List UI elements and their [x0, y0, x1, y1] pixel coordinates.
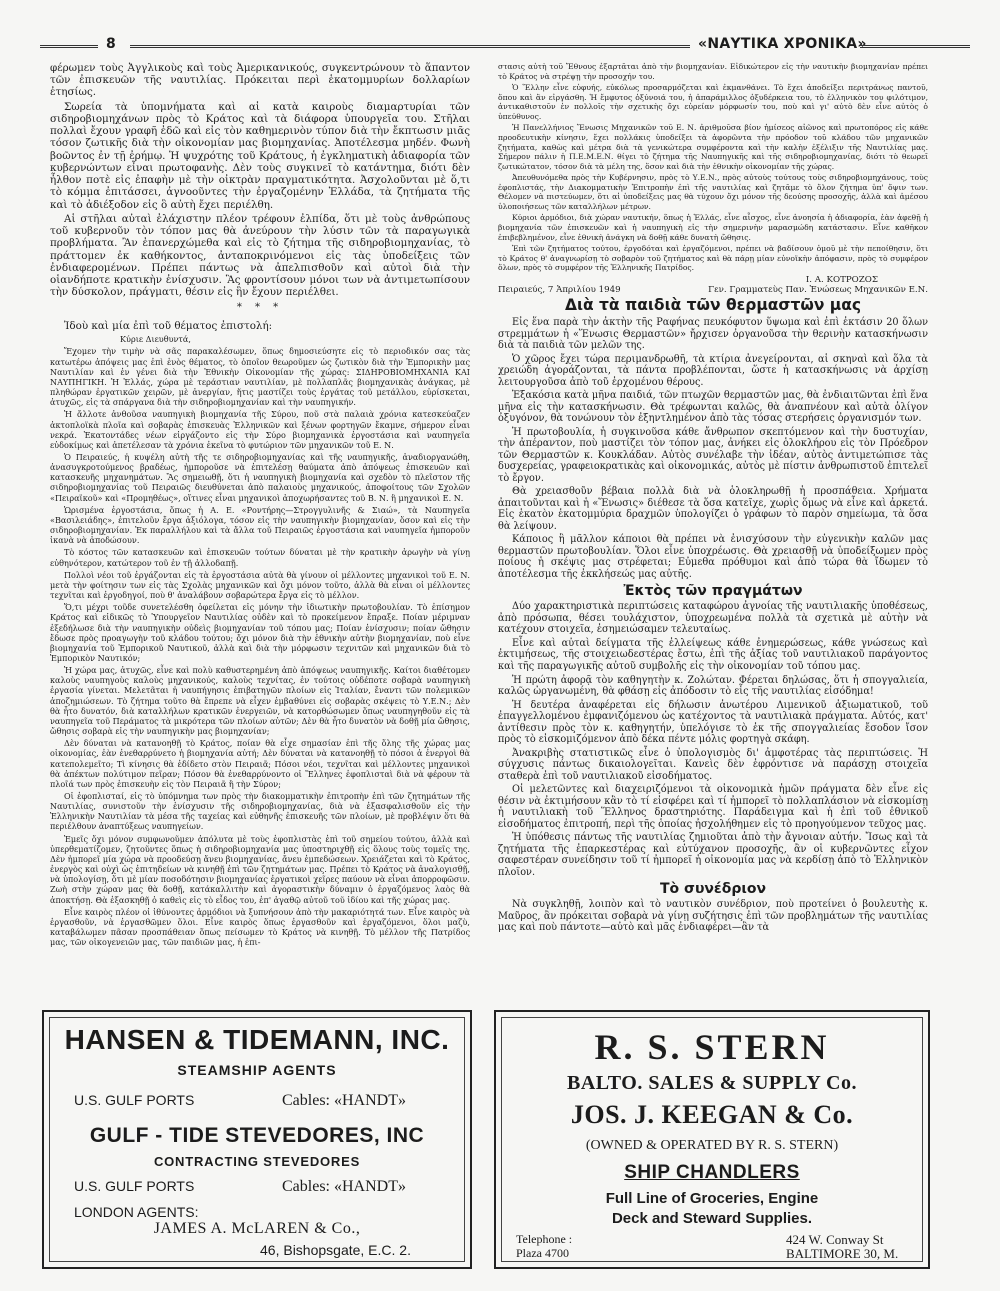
section-separator: * * * — [236, 302, 284, 314]
paragraph: Ἡ ὑπόθεσις πάντως τῆς ναυτιλίας ζημιοῦται ἀπὸ τὴν ἄγνοιαν αὐτήν. Ἴσως καὶ τὰ ζητήματα τῆς ἐπαρκεστέρας καὶ εὐτύχανον προσοχῆς, ἂν οἱ κυβερνῶντες εἶχον σαφεστέραν συνείδησιν τοῦ τί ἠμπορεῖ ἡ οἰκονομία μας νὰ κερδίσῃ ἀπὸ τὸ Ἑλληνικὸν πλοῖον. — [498, 832, 928, 878]
article-title: Τὸ συνέδριον — [660, 881, 766, 898]
right-column — [498, 62, 928, 936]
header-rule-right — [860, 45, 970, 48]
paragraph: Ἡ πρώτη ἀφορᾷ τὸν καθηγητὴν κ. Ζολώταν. Φέρεται δηλώσας, ὅτι ἡ σπογγαλιεία, καλῶς ὠργανωμένη, θὰ φθάσῃ εἰς ἀπόδοσιν τὸ εἷς τῆς ναυτιλίας εἰσόδημα! — [498, 674, 928, 698]
ad-company-name: JOS. J. KEEGAN & Co. — [570, 1100, 854, 1129]
ad-tagline: STEAMSHIP AGENTS — [177, 1062, 337, 1078]
letter-intro: Ἰδοὺ καὶ μία ἐπὶ τοῦ θέματος ἐπιστολή: — [64, 320, 273, 333]
ad-company-name: HANSEN & TIDEMANN, INC. — [64, 1024, 450, 1055]
paragraph: Ἀνακριβὴς στατιστικῶς εἶνε ὁ ὑπολογισμὸς δι' ἀμφοτέρας τὰς περιπτώσεις. Ἡ σύγχυσις πάντως δικαιολογεῖται. Κανεὶς δὲν ἐφρόντισε νὰ παράσχῃ στοιχεῖα σταθερὰ ἐπὶ τοῦ ναυτιλιακοῦ εἰσοδήματος. — [498, 747, 928, 782]
letter-paragraph: Ὡρισμένα ἐργοστάσια, ὅπως ἡ Α. Ε. «Ροντήρης—Στρογγυλινῆς & Σιαώ», τὰ Ναυπηγεῖα «Βασιλειάδης», ἐπιτελοῦν ἔργα ἀξιόλογα, τόσον εἰς τὴν ναυπηγικὴν βιομηχανίαν, ὅσον καὶ εἰς τὴν σιδηροβιομηχανίαν. Ἐκ παραλλήλου καὶ τὰ ἄλλα τοῦ Πειραιῶς ἐργοστάσια καὶ ναυπηγεῖα ἠμποροῦν ἱκανὰ νὰ ἀποδώσουν. — [50, 504, 470, 546]
paragraph: Ἑξακόσια κατὰ μῆνα παιδιά, τῶν πτωχῶν θερμαστῶν μας, θὰ ἐνδιαιτῶνται ἐπὶ ἕνα μῆνα εἰς τὴν κατασκήνωσιν. Θὰ τρέφωνται καλῶς, θὰ ἀναπνέουν καὶ αὐτὰ ὀλίγον ὀξυγόνον, θὰ τονώνουν τὸν ἐξηντλημένον ἀπὸ τὰς τόσας στερήσεις ὀργανισμόν των. — [498, 390, 928, 425]
letter-paragraph: Τὸ κόστος τῶν κατασκευῶν καὶ ἐπισκευῶν τούτων δύναται μὲ τὴν κρατικὴν ἀρωγὴν νὰ γίνῃ εὐθηνότερον, κατώτερον τοῦ ἐν τῇ ἀλλοδαπῇ. — [50, 547, 470, 568]
article-title: Διὰ τὰ παιδιὰ τῶν θερμαστῶν μας — [564, 296, 862, 315]
paragraph: Ἡ δευτέρα ἀναφέρεται εἰς δήλωσιν ἀνωτέρου Λιμενικοῦ ἀξιωματικοῦ, τοῦ ἐπαγγελλομένου ἐμφανιζόμενου ὡς κατέχοντος τὰ ναυτιλιακὰ πράγματα. Αὐτός, κατ' ἀντίθεσιν πρὸς τὸν κ. καθηγητήν, ὑπελόγισε τὸ ἐκ τῆς σπογγαλιείας ἔσοδον ἴσον πρὸς τὸ εἰσκομιζόμενον ἀπὸ δέκα πέντε μόλις φορτηγὰ σκάφη. — [498, 699, 928, 746]
signature-place-date: Πειραιεύς, 7 Ἀπριλίου 1949 — [498, 285, 621, 296]
letter-paragraph: Ὅ,τι μέχρι τοῦδε συνετελέσθη ὀφείλεται εἰς μόνην τὴν ἰδιωτικὴν πρωτοβουλίαν. Τὸ ἐπίσημον Κράτος καὶ εἰδικῶς τὸ Ὑπουργεῖον Ναυτιλίας οὐδὲν καὶ τὸ προκείμενον ἔπραξε. Ποίαν μέριμναν ἐξεδήλωσε διὰ τὴν ναυπηγικὴν οὐδεὶς βιομηχανίαν τοῦ τόπου μας; Ποίαν ἐνίσχυσιν; ποίαν ὤθησιν ἔδωσε πρὸς προαγωγὴν τοῦ κλάδου τούτου; ὄχι μόνον διὰ τὴν ἐθνικὴν αὐτὴν βιομηχανίαν, ποὺ εἶνε βιομηχανία τοῦ Ἐμπορικοῦ Ναυτικοῦ, ἀλλὰ καὶ διὰ τὴν μόρφωσιν τεχνιτῶν καὶ μηχανικῶν διὰ τὸ Ἐμπορικὸν Ναυτικόν; — [50, 602, 470, 663]
paragraph: Αἱ στῆλαι αὐταὶ ἐλάχιστην πλέον τρέφουν ἐλπίδα, ὅτι μὲ τοὺς ἀνθρώπους τοῦ κυβερνοῦν τὸν τόπον μας θὰ ἀνεύρουν τὴν λύσιν τῶν τὰ παραγωγικὰ προβλήματα. Ἂν ἐπανερχώμεθα καὶ εἰς τὸ ζήτημα τῆς σιδηροβιομηχανίας, τὸ πράττομεν ἐκ καθήκοντος, ἀνταποκρινόμενοι εἰς τὰς ὑποδείξεις τῶν ἐνδιαφερομένων. Πρέπει πάντως νὰ ἀπελπισθοῦν καὶ αὐτοὶ διὰ τὴν οἱανδήποτε κρατικὴν ἐνίσχυσιν. Ἂς φροντίσουν μόνοι των νὰ ἀντιμετωπίσουν τὴν δύσκολον, πράγματι, θέσιν εἰς ἣν ἔχουν περιέλθει. — [50, 212, 470, 299]
paragraph: φέρωμεν τοὺς Ἀγγλικοὺς καὶ τοὺς Ἀμερικανικούς, συγκεντρώνουν τὸ ἅπαντον τῶν ἐπισκευῶν τῆς ναυτιλίας. Πρόκειται περὶ ἑκατομμυρίων δολλαρίων ἐτησίως. — [50, 62, 470, 99]
signature-title: Γεν. Γραμματεὺς Παν. Ἑνώσεως Μηχανικῶν Ε.Ν. — [708, 285, 928, 296]
letter-paragraph: Ἐπὶ τῶν ζητήματος τούτου, ἐργοδόται καὶ ἐργαζόμενοι, πρέπει νὰ βαδίσουν ὁμοῦ μὲ τὴν πεποίθησιν, ὅτι τὸ Κράτος θ' ἀναγνωρίσῃ τὸ σοβαρὸν τοῦ ζητήματος καὶ θὰ πάρῃ μίαν εὐνοϊκὴν ἀπόφασιν, πρὸς τὸ συμφέρον ὅλων, πρὸς τὸ συμφέρον τῆς Ἑλληνικῆς Πατρίδος. — [498, 244, 928, 273]
ad-company-name: R. S. STERN — [594, 1027, 830, 1067]
ad-telephone-number: Plaza 4700 — [516, 1246, 569, 1260]
header-rule-left — [40, 45, 98, 48]
advertisement-hansen-tidemann — [42, 1010, 472, 1269]
paragraph: Δύο χαρακτηριστικὰ περιπτώσεις καταφώρου ἀγνοίας τῆς ναυτιλιακῆς ὑποθέσεως, ἀπὸ πρόσωπα, θέσει τουλάχιστον, ὑποχρεωμένα πολλὰ τὰ σχετικὰ μὲ αὐτὴν νὰ κατέχουν στοιχεῖα, ἐσημειώσαμεν τελευταίως. — [498, 601, 928, 636]
letter-paragraph: Ὁ Ἕλλην εἶνε εὐφυής, εὐκόλως προσαρμόζεται καὶ ἐκμανθάνει. Τὸ ἔχει ἀποδείξει περιτράνως παντοῦ, ὅπου καὶ ἂν εἰργάσθη. Ἡ ἔμφυτος ὀξύνοιά του, ἡ ἀπαράμιλλος ὀξυδέρκεια του, τὸ ἑλληνικὸν του φιλότιμον, ἀντικαθιστοῦν ἐν πολλοῖς τὴν σχετικὴς ὄχι εὐρείαν μόρφωσίν του, ποὺ καὶ γι' αὐτὸ δὲν εἶνε αὐτὸς ὁ ὑπεύθυνος. — [498, 83, 928, 121]
ad-line: Deck and Steward Supplies. — [611, 1210, 813, 1227]
paragraph: Κάποιος ἢ μᾶλλον κάποιοι θὰ πρέπει νὰ ἐνισχύσουν τὴν εὐγενικὴν καλῶν μας θερμαστῶν πρωτοβουλίαν. Ὅλοι εἶνε ὑποχρέωσις. Θὰ χρειασθῇ νὰ ὑποδείξωμεν πρὸς ποίους ἡ σκέψις μας στρέφεται; Εὐμεθα πρόθυμοι καὶ ἀπὸ τώρα θὰ ἴδωμεν τὸ ἀποτέλεσμα τῆς ἐκκλήσεώς μας αὐτῆς. — [498, 534, 928, 580]
letter-paragraph: Κύριοι ἁρμόδιοι, διὰ χώραν ναυτικήν, ὅπως ἡ Ἑλλάς, εἶνε αἶσχος, εἶνε ἀνοησία ἡ ἀδιαφορία, ἐὰν ἀφεθῇ ἡ βιομηχανία τῶν ἐπισκευῶν καὶ ἡ ναυπηγικὴ εἰς τὴν σημερινὴν μαρασμώδη κατάστασιν. Εἶνε καθῆκον ἐπιβεβλημένον, εἶνε ἐθνικὴ ἀνάγκη νὰ δοθῇ κάθε δυνατὴ ὤθησις. — [498, 213, 928, 242]
letter-paragraph: στασις αὐτὴ τοῦ Ἔθνους ἐξαρτᾶται ἀπὸ τὴν βιομηχανίαν. Εἰδικώτερον εἰς τὴν ναυτικὴν βιομηχανίαν πρέπει τὸ Κράτος νὰ στρέψῃ τὴν προσοχήν του. — [498, 62, 928, 81]
letter-salutation: Κύριε Διευθυντά, — [120, 334, 191, 345]
signature-name: Ι. Α. ΚΟΤΡΟΖΟΣ — [805, 274, 878, 285]
letter-paragraph: Ἀπευθυνόμεθα πρὸς τὴν Κυβέρνησιν, πρὸς τὸ Υ.Ε.Ν., πρὸς αὐτοὺς τούτους τοὺς σιδηροβιομηχάνους, τοὺς ἐφοπλιστάς, τὴν Διακομματικὴν Ἐπιτροπὴν ἐπὶ τῆς ναυτιλίας καὶ ζητᾶμε τὸ ὅλον ζήτημα ὑπ' ὄψιν των. Θέλομεν νὰ πιστεύωμεν, ὅτι αἱ ὑποδείξεις μας θὰ τύχουν ὄχι μόνον τῆς δεούσης προσοχῆς, ἀλλὰ καὶ ἀμέσου ὑλοποιήσεως τῶν καταλλήλων μέτρων. — [498, 173, 928, 211]
ad-ownership: (OWNED & OPERATED BY R. S. STERN) — [585, 1138, 839, 1153]
ad-cables: Cables: «HANDT» — [282, 1092, 406, 1109]
ad-cables: Cables: «HANDT» — [282, 1178, 406, 1195]
ad-ports: U.S. GULF PORTS — [74, 1178, 195, 1194]
paragraph: Νὰ συγκληθῇ, λοιπὸν καὶ τὸ ναυτικὸν συνέδριον, ποὺ προτείνει ὁ βουλευτὴς κ. Μαῦρος, ἂν πρόκειται σοβαρὰ νὰ γίνῃ συζήτησις ἐπὶ τῶν προβλημάτων τῆς ναυτιλίας μας καὶ ποὺ πάντοτε—αὐτὸ καὶ μᾶς ἐνδιαφέρει—ἂν τὰ — [498, 899, 928, 934]
ad-company-name: GULF - TIDE STEVEDORES, INC — [89, 1124, 425, 1147]
letter-paragraph: Εἶνε καιρὸς πλέον οἱ ἰθύνοντες ἁρμόδιοι νὰ ξυπνήσουν ἀπὸ τὴν μακαριότητά των. Εἶνε καιρὸς νὰ ἐργασθοῦν, νὰ ἐργασθῶμεν ὅλοι. Εἶνε καιρὸς ὅπως ἐργασθοῦν καὶ ἐργαζόμενοι, ὅλοι μαζὺ, καταβάλωμεν πᾶσαν προσπάθειαν ὅπως πείσωμεν τὸ Κράτος νὰ κινηθῇ. Τὸ μέλλον τῆς Πατρίδος μας, τῶν οἰκογενειῶν μας, τῶν παιδιῶν μας, ἡ ἐπι- — [50, 906, 470, 948]
ad-company-name: BALTO. SALES & SUPPLY Co. — [567, 1072, 857, 1094]
paragraph: Οἱ μελετῶντες καὶ διαχειριζόμενοι τὰ οἰκονομικὰ ἡμῶν πράγματα δὲν εἶνε εἰς θέσιν νὰ ἐκτιμήσουν κἂν τὸ τί εἰσφέρει καὶ τί ἠμπορεῖ τὸ πολλαπλάσιον νὰ εἰσκομίσῃ ἡ ναυτιλιακὴ τοῦ Ἕλληνος δραστηριότης. Παράδειγμα καὶ ἡ ἐπὶ τοῦ ἐθνικοῦ εἰσοδήματος ἐπιτροπή, περὶ τῆς ὁποίας ἠσχολήθημεν εἰς τὸ προηγούμενον τεῦχος μας. — [498, 784, 928, 830]
letter-paragraph: Ἡ Πανελλήνιος Ἕνωσις Μηχανικῶν τοῦ Ε. Ν. ἀριθμοῦσα βίον ἡμίσεος αἰῶνος καὶ πρωτοπόρος εἰς κάθε προοδευτικὴν κίνησιν, ἔχει πολλάκις ὑποδείξει τὰ ἀφορῶντα τὴν πρόοδον τοῦ κλάδου τῶν μηχανικῶν ζητήματα, καθὼς καὶ μέτρα διὰ τὰ γενικώτερα συμφέροντα καὶ τὴν καλὴν ἐξέλιξιν τῆς Ναυτιλίας μας. Σήμερον πάλιν ἡ Π.Ε.Μ.Ε.Ν. θίγει τὸ ζήτημα τῆς Ναυπηγικῆς καὶ τῆς σιδηροβιομηχανίας, διότι τὸ θεωρεῖ ζωτικώτατον, τόσον διὰ τὰ μέλη της, ὅσον καὶ διὰ τὴν ἐθνικὴν οἰκονομίαν τῆς χώρας. — [498, 123, 928, 171]
ad-address: 424 W. Conway St — [786, 1232, 884, 1247]
advertisement-rs-stern — [494, 1010, 930, 1269]
paragraph: Εἰς ἕνα παρὰ τὴν ἀκτὴν τῆς Ραφήνας πευκόφυτον ὕψωμα καὶ ἐπὶ ἐκτάσιν 20 ὅλων στρεμμάτων ἡ «Ἕνωσις Θερμαστῶν» ἤρχισεν ὀργανοῦσα τὴν θερινὴν κατασκήνωσιν διὰ τὰ παιδιὰ τῶν μελῶν της. — [498, 317, 928, 352]
left-column — [50, 62, 470, 949]
ad-line: Full Line of Groceries, Engine — [605, 1190, 819, 1207]
letter-signature — [498, 275, 928, 296]
letter-paragraph: Ἔχομεν τὴν τιμὴν νὰ σᾶς παρακαλέσωμεν, ὅπως δημοσιεύσητε εἰς τὸ περιοδικόν σας τὰς κατωτέρω ἀπόψεις μας ἐπὶ ἑνὸς θέματος, τὸ ὁποῖον θεωροῦμεν ὡς ζωτικὸν διὰ τὴν Ἐμπορικὴν μας Ναυτιλίαν καὶ ἐν γένει διὰ τὴν Ἐθνικὴν Οἰκονομίαν τῆς χώρας: ΣΙΔΗΡΟΒΙΟΜΗΧΑΝΙΑ ΚΑΙ ΝΑΥΠΗΓΙΚΗ. Ἡ Ἑλλάς, χώρα μὲ τεράστιαν ναυτιλίαν, μὲ πολλαπλᾶς βιομηχανικὰς ἀνάγκας, μὲ πληθώραν ἐργατικῶν χειρῶν, μὲ ἀνεργίαν, ἥτις μαστίζει τοὺς ἐργάτας τοῦ μετάλλου, εὑρίσκεται, ἀτυχῶς, εἰς τὰ σπάργανα διὰ τὴν σιδηροβιομηχανίαν καὶ τὴν ναυπηγικήν. — [50, 346, 470, 408]
ad-address: BALTIMORE 30, M. — [786, 1246, 899, 1261]
page-number: 8 — [106, 36, 116, 52]
ad-tagline: CONTRACTING STEVEDORES — [153, 1154, 361, 1169]
letter-paragraph: Δὲν δύναται νὰ κατανοηθῇ τὸ Κράτος, ποίαν θὰ εἶχε σημασίαν ἐπὶ τῆς ὅλης τῆς χώρας μας οἰκονομίας, ἐὰν ἐνεθαρρύνετο ἡ βιομηχανία αὐτή; Δὲν δύναται νὰ κατανοηθῇ τὸ πόσοι ἀ ἐνεργοὶ θὰ κατεπολεμεῖτο; Τὶ κίνησις θὰ ἐδίδετο στὸν Πειραιᾶ; Πόσοι νέοι, τεχνῖται καὶ μέλλοντες μηχανικοὶ θὰ ἀπέκτων πολύτιμον πεῖραν; Πόσον θὰ ἐνεθαρρύνοντο οἱ Ἕλληνες ἐφοπλισταὶ διὰ νὰ φέρουν τὰ πλοῖά των πρὸς ἐπισκευὴν εἰς τὸν Πειραιᾶ ἢ τὴν Σύρον; — [50, 738, 470, 789]
ad-ports: U.S. GULF PORTS — [74, 1092, 195, 1108]
letter-paragraph: Πολλοὶ νέοι τοῦ ἐργάζονται εἰς τὰ ἐργοστάσια αὐτὰ θὰ γίνουν οἱ μέλλοντες μηχανικοὶ τοῦ Ε. Ν. μετὰ τὴν φοίτησιν των εἰς τὰς Σχολὰς μηχανικῶν καὶ ὄχι μόνον τοῦτο, ἀλλὰ θὰ εἶναι οἱ μέλλοντες τεχνῖται καὶ ἐργοδηγοί, ποὺ θ' ἀναλάβουν σοβαρώτερα ἔργα εἰς τὸ μέλλον. — [50, 569, 470, 601]
paragraph: Εἶνε καὶ αὐταὶ δείγματα τῆς ἐλλείψεως κάθε ἐνημερώσεως, κάθε γνώσεως καὶ ἐκτιμήσεως, τῆς στοιχειωδεστέρας ἔστω, ἐπὶ τῆς ἀξίας τοῦ ναυτιλιακοῦ παράγοντος καὶ τῆς παραγωγικῆς αὐτοῦ συμβολῆς εἰς τὴν οἰκονομίαν τοῦ τόπου μας. — [498, 637, 928, 672]
ad-agents-label: LONDON AGENTS: — [74, 1204, 199, 1220]
ad-heading: SHIP CHANDLERS — [624, 1162, 800, 1183]
paragraph: Σωρεία τὰ ὑπομνήματα καὶ αἱ κατὰ καιροὺς διαμαρτυρίαι τῶν σιδηροβιομηχάνων πρὸς τὸ Κράτος καὶ τὰ διάφορα ὑπουργεῖα του. Στῆλαι πολλαὶ ἔχουν γραφῆ ἐδῶ καὶ εἰς τὸν καθημερινὸν τύπον διὰ τὴν ἔκπτωσιν μιᾶς τόσον ζωτικῆς διὰ τὴν οἰκονομίαν μας βιομηχανίας. Ἀποτέλεσμα μηδέν. Φωνὴ βοῶντος ἐν τῇ ἐρήμῳ. Ἡ ψυχρότης τοῦ Κράτους, ἡ ἐγκληματικὴ ἀδιαφορία τῶν κυβερνώντων εἶναι πρωτοφανὴς. Δὲν τοὺς συγκινεῖ τὸ κατάντημα, διότι δὲν ἦλθον ποτὲ εἰς ἐπαφὴν μὲ τὴν οἰκτρὰν πραγματικότητα. Ἀσχολοῦνται μὲ ὅ,τι τὸ κόμμα ἐπιτάσσει, ἀγνοοῦντες τὴν ἐργαζομένην Ἑλλάδα, τὰ ζητήματα τῆς καὶ τὸ ἀδιέξοδον εἰς ὃ αὐτὴ ἔχει περιέλθη. — [50, 100, 470, 211]
page-header — [40, 36, 970, 56]
ad-telephone-label: Telephone : — [516, 1232, 573, 1246]
letter-paragraph: Οἱ ἐφοπλισταί, εἰς τὸ ὑπόμνημα των πρὸς τὴν διακομματικὴν ἐπιτροπὴν ἐπὶ τῶν ζητημάτων τῆς Ναυτιλίας, συνιστοῦν τὴν ἐνίσχυσιν τῆς σιδηροβιομηχανίας, διὰ νὰ ἐξασφαλισθοῦν εἰς τὴν Ἑλληνικὴν Ναυτιλίαν τὰ μέσα τῆς ταχείας καὶ εὐθηνῆς ἐπισκευῆς τῶν πλοίων, μὲ προβλέψιν ὅτι θὰ περιέλθουν ἀναπτύξεως ναυπηγείων. — [50, 791, 470, 832]
paragraph: Θὰ χρειασθοῦν βέβαια πολλὰ διὰ νὰ ὁλοκληρωθῇ ἡ προσπάθεια. Χρήματα ἀπαιτοῦνται καὶ ἡ «Ἕνωσις» διέθεσε τὰ ὅσα κατεῖχε, χωρὶς ὅμως νὰ εἶνε καὶ ἀρκετά. Εἰς ἑκατὸν ἑκατομμύρια δραχμῶν ὑπολογίζει ὁ γράφων τὸ παρὸν σημείωμα, τὰ ὅσα θὰ λείψουν. — [498, 486, 928, 532]
ad-address: 46, Bishopsgate, E.C. 2. — [260, 1242, 411, 1258]
ad-agents-name: JAMES A. McLAREN & Co., — [153, 1220, 361, 1237]
letter-paragraph: Ὁ Πειραιεύς, ἡ κυψέλη αὐτὴ τῆς τε σιδηροβιομηχανίας καὶ τῆς ναυπηγικῆς, ἀναδιοργανώθη, ἀνασυγκροτούμενος βραδέως, ἠμποροῦσε νὰ ἐπιτελέσῃ θαύματα ἀπὸ ἀπόψεως ἐπισκευῶν καὶ κατασκευῆς μηχανημάτων. Ἂς σημειωθῇ, ὅτι ἡ ναυπηγικὴ βιομηχανία καὶ σχεδὸν τὸ πλεῖστον τῆς σιδηροβιομηχανίας τοῦ Πειραιῶς διευθύνεται ἀπὸ παλαιοὺς μηχανικούς, ἀποφοίτους τῶν Σχολῶν «Πειραϊκοῦ» καὶ «Προμηθέως», οἵτινες εἶναι μηχανικοὶ ἀποχωρήσαντες τοῦ Β. Ν. ἢ μηχανικοὶ Ε. Ν. — [50, 452, 470, 503]
article-title: Ἐκτὸς τῶν πραγμάτων — [623, 583, 803, 600]
paragraph: Ὁ χῶρος ἔχει τώρα περιμανδρωθῆ, τὰ κτίρια ἀνεγείρονται, αἱ σκηναὶ καὶ ὅλα τὰ χρειώδη ἀγοράζονται, τὰ πάντα προβλέπονται, ὥστε ἡ κατασκήνωσις νὰ ἀρχίσῃ λειτουργοῦσα ἀπὸ τοῦ ἐρχομένου θέρους. — [498, 353, 928, 388]
header-rule-middle — [130, 45, 690, 48]
journal-title: «ΝΑΥΤΙΚΑ ΧΡΟΝΙΚΑ» — [698, 36, 867, 52]
letter-paragraph: Ἡ ἄλλοτε ἀνθοῦσα ναυπηγικὴ βιομηχανία τῆς Σύρου, ποῦ στὰ παλαιὰ χρόνια κατεσκεύαζεν ἀκτοπλοϊκὰ πλοῖα καὶ σοβαρὰς ἐπισκευὰς Ἑλληνικῶν καὶ ξένων φορτηγῶν ἔκαμνε, σήμερον εἶναι νεκρά. Ἑκατοντάδες νέων εἰργάζοντο εἰς τὴν Σύρο βιομηχανικὰ ἐργοστάσια καὶ ναυπηγεῖα εὐδοκίμως καὶ ἀπετέλεσαν τὰ χρόνια ἐκεῖνα τὸ φυτώριον τῶν μηχανικῶν τοῦ Ε. Ν. — [50, 409, 470, 450]
paragraph: Ἡ πρωτοβουλία, ἡ συγκινοῦσα κάθε ἄνθρωπον σκεπτόμενον καὶ τὴν δυστυχίαν, τὴν ἀπέραντον, ποὺ μαστίζει τὸν τόπον μας, ἀνήκει εἰς ὁλοκλήρου εἰς τὸν Πρόεδρον τῶν Θερμαστῶν κ. Κουκλάδαν. Αὐτὸς συνέλαβε τὴν ἰδέαν, αὐτὸς ἀντιμετώπισε τὰς δυσχερείας, γραφειοκρατικὰς καὶ οἰκονομικάς, αὐτὸς μὲ πίστιν ἀνθρωπιστοῦ ἐπιτελεῖ τὸ ἔργον. — [498, 426, 928, 484]
letter-paragraph: Ἐμεῖς ὄχι μόνον συμφωνοῦμεν ἀπόλυτα μὲ τοὺς ἐφοπλιστὰς ἐπὶ τοῦ σημείου τούτου, ἀλλὰ καὶ ὑπερθεματίζομεν, ζητοῦντες ὅπως ἡ σιδηροβιομηχανία μας ὑποστηριχθῇ εἰς ὅλους τοὺς τομεῖς της. Δὲν ἠμπορεῖ μία χώρα νὰ προοδεύσῃ ἄνευ βιομηχανίας, ἄνευ ἐμπεδώσεων. Χρειάζεται καὶ τὸ Κράτος, ἐνεργὸς καὶ οὐχὶ ὡς ἐπιτηδείων νὰ κινηθῇ ἐπὶ τῶν ζητημάτων μας. Πρέπει τὸ Κράτος νὰ ἀναλογισθῇ, νὰ ὑπολογίσῃ, ὅτι μὲ μίαν ποσοδότησιν βιομηχανίας ἐργατικοὶ χεῖρες παύουν νὰ εἶναι ἀπορροφῶσιν. Ζωὴ στὴν χώραν μας θὰ δοθῇ, κατάκαλλιτὴν καὶ ἀγοραστικὴν δύναμιν ὁ ἐργαζόμενος λαὸς θὰ ἀποκτήσῃ. Θὰ ἐξασκηθῇ ὁ καθεὶς εἰς τὸ εἶδος του, ἐπ' ἀγαθῷ αὐτοῦ τοῦ ἰδίου καὶ τῆς χώρας μας. — [50, 833, 470, 905]
letter-paragraph: Ἡ χώρα μας, ἀτυχῶς, εἶνε καὶ πολὺ καθυστερημένη ἀπὸ ἀπόψεως ναυπηγικῆς. Καίτοι διαθέτομεν καλοὺς ναυπηγοὺς καλοὺς μηχανικούς, καλοὺς τεχνίτας, ἐν τούτοις οὐδέποτε σοβαρὰ ναυπηγικὴ ἐργασία γίνεται. Μελετᾶται ἡ ναυπήγησις ἐπιβατηγῶν πλοίων εἰς Ἰταλίαν, ἔναντι τῶν πολεμικῶν ἀποζημιώσεων. Τὸ ζήτημα τοῦτο θὰ ἔπρεπε νὰ εἶχεν ἐμβαθύνει εἰς σοβαρὰς σκέψεις τὸ Υ.Ε.Ν.; Δὲν θὰ ἦτο δυνατόν, διὰ καταλλήλων κρατικῶν ἐνεργειῶν, νὰ κατορθώσωμεν ὅπως ναυπηγηθοῦν εἰς τὰ ναυπηγεῖα τοῦ Περάματος τὰ μικρότερα τῶν πλοίων αὐτῶν; Δὲν θὰ ἦτο δυνατὸν νὰ δοθῇ μία ὤθησις, ὤθησις σοβαρὰ εἰς τὴν ναυπηγικὴν μας βιομηχανίαν; — [50, 665, 470, 737]
